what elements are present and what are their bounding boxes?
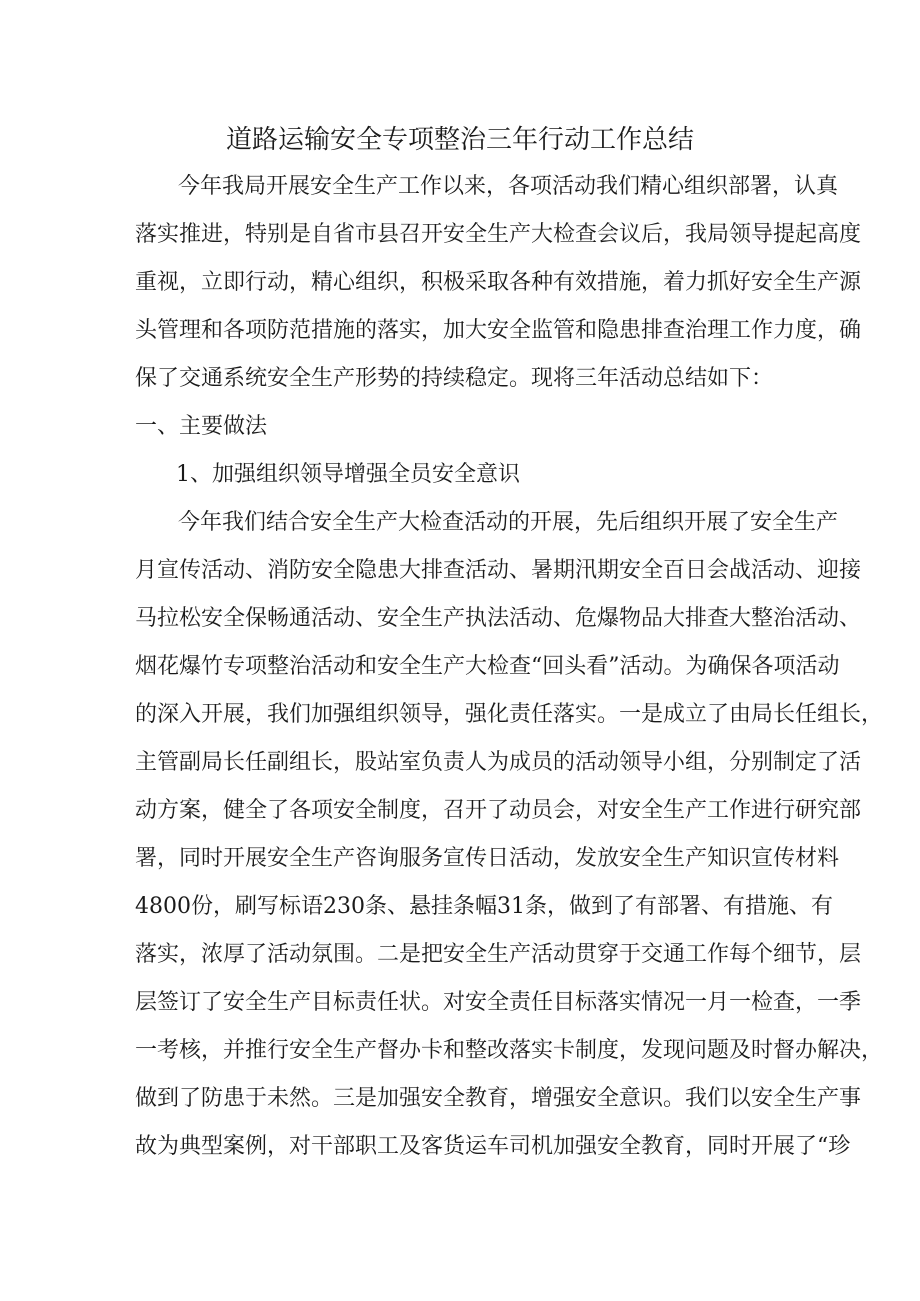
paragraph-2-line-5: 的深入开展，我们加强组织领导，强化责任落实。一是成立了由局长任组长，: [135, 702, 884, 727]
paragraph-2-line-13: 做到了防患于未然。三是加强安全教育，增强安全意识。我们以安全生产事: [135, 1086, 862, 1111]
paragraph-2-line-8: 署，同时开展安全生产咨询服务宣传日活动，发放安全生产知识宣传材料: [135, 846, 840, 871]
paragraph-2-line-2: 月宣传活动、消防安全隐患大排查活动、暑期汛期安全百日会战活动、迎接: [135, 558, 862, 583]
paragraph-1-line-4: 头管理和各项防范措施的落实，加大安全监管和隐患排查治理工作力度，确: [135, 318, 862, 343]
paragraph-2-line-11: 层签订了安全生产目标责任状。对安全责任目标落实情况一月一检查，一季: [135, 990, 862, 1015]
paragraph-1-line-3: 重视，立即行动，精心组织，积极采取各种有效措施，着力抓好安全生产源: [135, 270, 862, 295]
paragraph-2-line-4: 烟花爆竹专项整治活动和安全生产大检查“回头看”活动。为确保各项活动: [135, 654, 840, 679]
paragraph-2-line-1: 今年我们结合安全生产大检查活动的开展，先后组织开展了安全生产: [178, 510, 839, 535]
paragraph-2-line-12: 一考核，并推行安全生产督办卡和整改落实卡制度，发现问题及时督办解决，: [135, 1038, 884, 1063]
paragraph-1-line-5: 保了交通系统安全生产形势的持续稳定。现将三年活动总结如下：: [135, 366, 774, 391]
subsection-1-heading: 1、加强组织领导增强全员安全意识: [176, 462, 520, 487]
paragraph-2-line-10: 落实，浓厚了活动氛围。二是把安全生产活动贯穿于交通工作每个细节，层: [135, 942, 862, 967]
paragraph-1-line-2: 落实推进，特别是自省市县召开安全生产大检查会议后，我局领导提起高度: [135, 222, 862, 247]
paragraph-2-line-9: 4800份，刷写标语230条、悬挂条幅31条，做到了有部署、有措施、有: [135, 894, 833, 919]
section-1-heading: 一、主要做法: [135, 414, 268, 439]
paragraph-2-line-7: 动方案，健全了各项安全制度，召开了动员会，对安全生产工作进行研究部: [135, 798, 862, 823]
document-title: 道路运输安全专项整治三年行动工作总结: [225, 125, 694, 155]
paragraph-2-line-14: 故为典型案例，对干部职工及客货运车司机加强安全教育，同时开展了“珍: [135, 1134, 851, 1159]
paragraph-2-line-3: 马拉松安全保畅通活动、安全生产执法活动、危爆物品大排查大整治活动、: [135, 606, 862, 631]
paragraph-1-line-1: 今年我局开展安全生产工作以来，各项活动我们精心组织部署，认真: [178, 174, 839, 199]
paragraph-2-line-6: 主管副局长任副组长，股站室负责人为成员的活动领导小组，分别制定了活: [135, 750, 862, 775]
